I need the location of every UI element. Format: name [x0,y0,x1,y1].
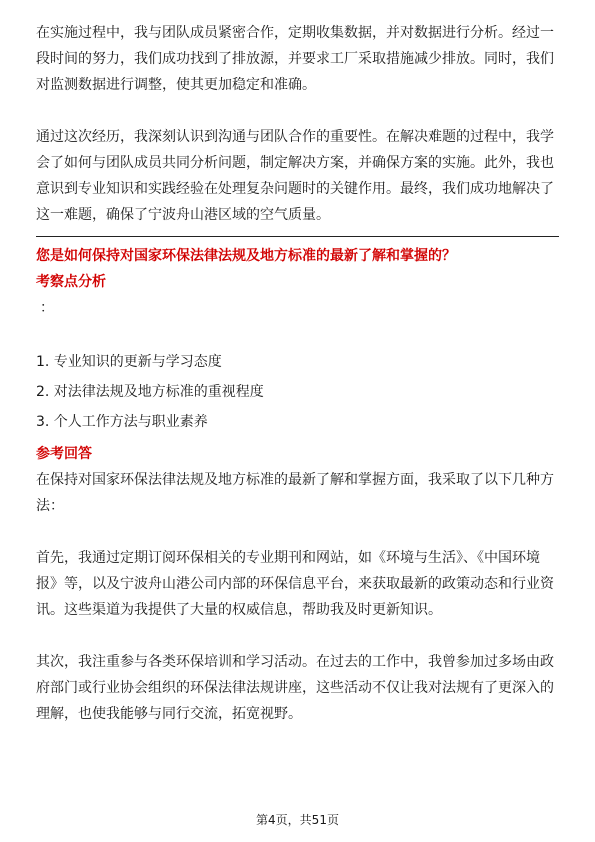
page-number: 第4页，共51页 [256,813,339,827]
page-content [36,20,559,727]
paragraph-spacer [36,98,559,124]
answer-paragraph: 首先，我通过定期订阅环保相关的专业期刊和网站，如《环境与生活》、《中国环境报》等，以及宁波舟山港公司内部的环保信息平台，来获取最新的政策动态和行业资讯。这些渠道为我提供了大量的权威信息，帮助我及时更新知识。 [36,550,554,618]
paragraph-spacer [36,519,559,545]
answer-paragraph: 其次，我注重参与各类环保培训和学习活动。在过去的工作中，我曾参加过多场由政府部门或行业协会组织的环保法律法规讲座，这些活动不仅让我对法规有了更深入的理解，也使我能够与同行交流，拓宽视野。 [36,654,554,722]
question-heading: 您是如何保持对国家环保法律法规及地方标准的最新了解和掌握的？ [36,248,456,264]
analysis-heading: 考察点分析 [36,274,106,290]
paragraph-spacer [36,623,559,649]
analysis-colon: ： [40,300,54,316]
body-paragraph: 在实施过程中，我与团队成员紧密合作，定期收集数据，并对数据进行分析。经过一段时间的努力，我们成功找到了排放源，并要求工厂采取措施减少排放。同时，我们对监测数据进行调整，使其更加稳定和准确。 [36,25,554,93]
analysis-list-item: 3. 个人工作方法与职业素养 [36,414,208,430]
section-divider [36,236,559,237]
body-paragraph: 通过这次经历，我深刻认识到沟通与团队合作的重要性。在解决难题的过程中，我学会了如何与团队成员共同分析问题，制定解决方案，并确保方案的实施。此外，我也意识到专业知识和实践经验在处理复杂问题时的关键作用。最终，我们成功地解决了这一难题，确保了宁波舟山港区域的空气质量。 [36,129,554,223]
answer-paragraph: 在保持对国家环保法律法规及地方标准的最新了解和掌握方面，我采取了以下几种方法： [36,472,554,514]
analysis-list-item: 2. 对法律法规及地方标准的重视程度 [36,384,264,400]
paragraph-spacer [36,321,559,347]
answer-heading: 参考回答 [36,446,92,462]
analysis-list-item: 1. 专业知识的更新与学习态度 [36,354,222,370]
